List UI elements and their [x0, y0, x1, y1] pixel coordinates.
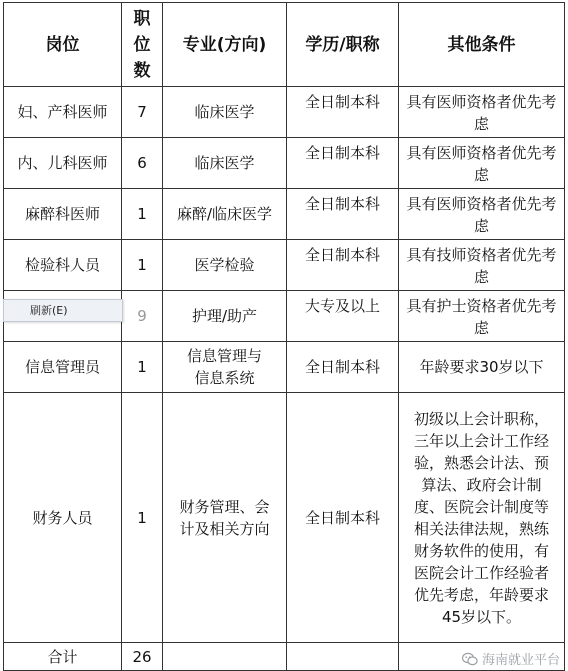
- edu-cell: 全日制本科: [287, 138, 399, 189]
- recruitment-table: [3, 2, 565, 671]
- header-post: 岗位: [4, 3, 122, 87]
- header-count-char: 职: [133, 8, 151, 29]
- table-row: [4, 342, 565, 393]
- count-cell: 1: [122, 393, 163, 643]
- post-cell: 内、儿科医师: [4, 138, 122, 189]
- condition-cell: 具有医师资格者优先考虑: [399, 189, 565, 240]
- context-menu-item-refresh[interactable]: 刷新(E): [30, 304, 68, 317]
- major-cell: 临床医学: [163, 87, 287, 138]
- condition-cell: 具有医师资格者优先考虑: [399, 87, 565, 138]
- edu-cell: 全日制本科: [287, 393, 399, 643]
- context-menu: [3, 299, 123, 322]
- header-count-char: 数: [133, 60, 151, 81]
- header-count-char: 位: [133, 34, 151, 55]
- count-cell: 1: [122, 240, 163, 291]
- condition-cell: 具有医师资格者优先考虑: [399, 138, 565, 189]
- major-cell: 临床医学: [163, 138, 287, 189]
- major-cell: 医学检验: [163, 240, 287, 291]
- header-other: 其他条件: [399, 3, 565, 87]
- post-cell: 妇、产科医师: [4, 87, 122, 138]
- edu-cell: 全日制本科: [287, 240, 399, 291]
- edu-cell: 全日制本科: [287, 342, 399, 393]
- condition-cell: 具有技师资格者优先考虑: [399, 240, 565, 291]
- empty-cell: [163, 643, 287, 671]
- edu-cell: 大专及以上: [287, 291, 399, 342]
- count-cell: 1: [122, 342, 163, 393]
- count-cell: 1: [122, 189, 163, 240]
- table-row: [4, 189, 565, 240]
- major-cell: 财务管理、会计及相关方向: [163, 393, 287, 643]
- post-cell: 财务人员: [4, 393, 122, 643]
- post-cell: 信息管理员: [4, 342, 122, 393]
- table-row: [4, 87, 565, 138]
- header-edu: 学历/职称: [287, 3, 399, 87]
- empty-cell: [287, 643, 399, 671]
- post-cell: 麻醉科医师: [4, 189, 122, 240]
- watermark-text: 海南就业平台: [481, 653, 560, 668]
- header-count: [122, 3, 163, 87]
- major-cell: 麻醉/临床医学: [163, 189, 287, 240]
- total-label: 合计: [4, 643, 122, 671]
- total-count: 26: [122, 643, 163, 671]
- table-row: [4, 240, 565, 291]
- wechat-icon: [462, 652, 478, 666]
- table-row: [4, 138, 565, 189]
- count-cell: 9: [122, 291, 163, 342]
- table-row: [4, 393, 565, 643]
- count-cell: 7: [122, 87, 163, 138]
- watermark: [458, 648, 564, 669]
- count-cell: 6: [122, 138, 163, 189]
- edu-cell: 全日制本科: [287, 189, 399, 240]
- condition-cell: 年龄要求30岁以下: [399, 342, 565, 393]
- condition-cell: 具有护士资格者优先考虑: [399, 291, 565, 342]
- header-major: 专业(方向): [163, 3, 287, 87]
- major-cell: 护理/助产: [163, 291, 287, 342]
- condition-cell: 初级以上会计职称，三年以上会计工作经验，熟悉会计法、预算法、政府会计制度、医院会计制度等相关法律法规，熟练财务软件的使用，有医院会计工作经验者优先考虑，年龄要求45岁以下。: [399, 393, 565, 643]
- edu-cell: 全日制本科: [287, 87, 399, 138]
- post-cell: 检验科人员: [4, 240, 122, 291]
- header-row: [4, 3, 565, 87]
- major-cell: 信息管理与信息系统: [163, 342, 287, 393]
